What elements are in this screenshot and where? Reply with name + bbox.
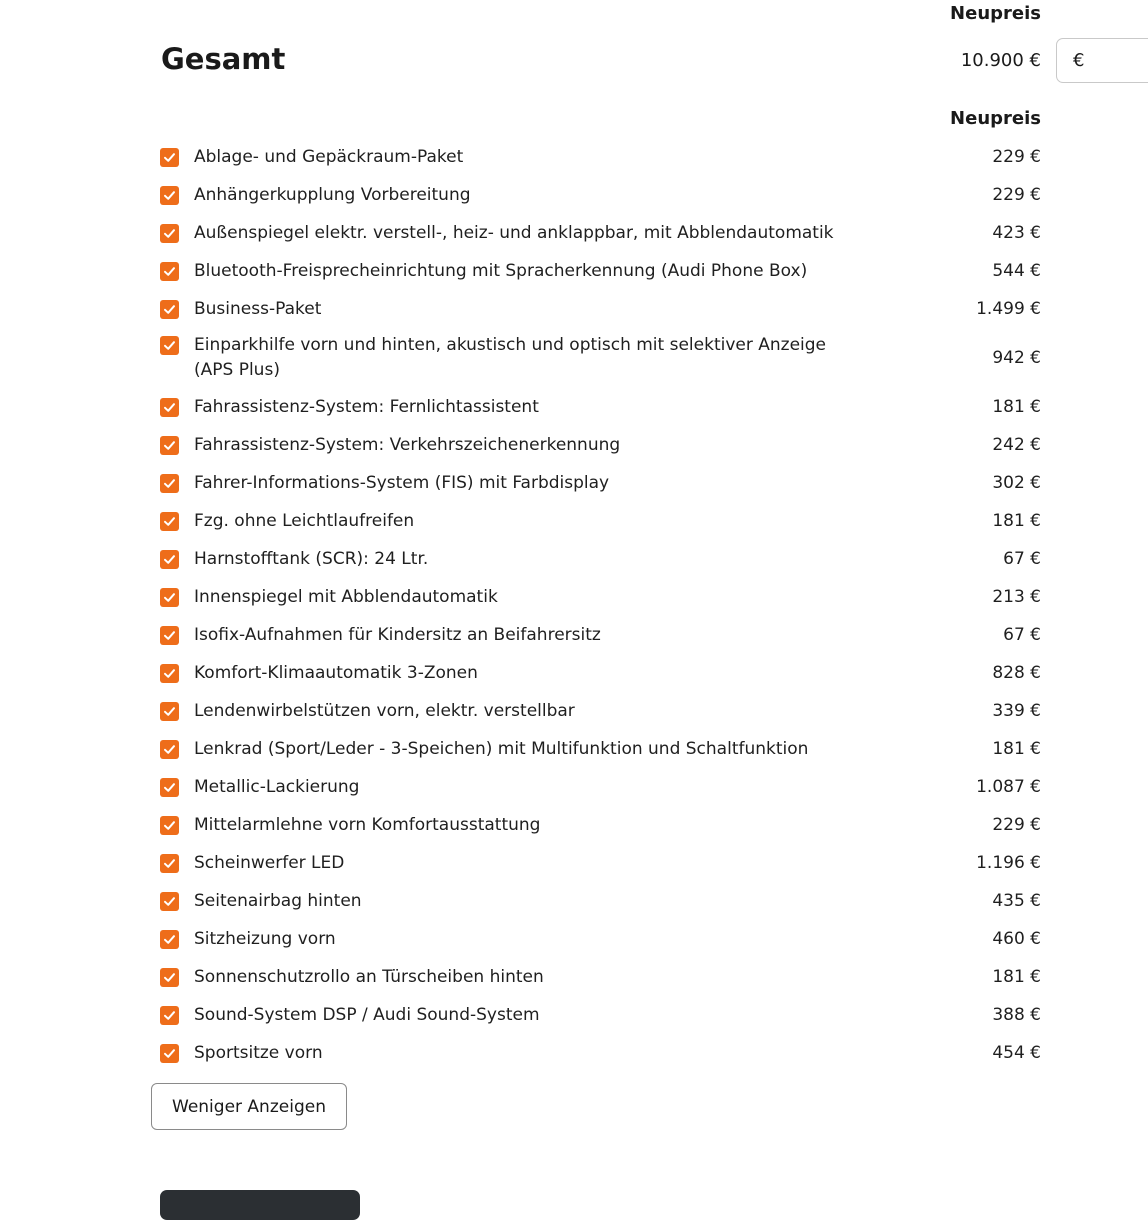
option-row [160, 464, 1041, 502]
option-price: 423 € [992, 223, 1041, 243]
option-row [160, 540, 1041, 578]
option-label: Scheinwerfer LED [194, 852, 345, 873]
option-label: Sportsitze vorn [194, 1042, 323, 1063]
option-label: Innenspiegel mit Abblendautomatik [194, 586, 498, 607]
option-row [160, 252, 1041, 290]
option-checkbox[interactable] [160, 1006, 179, 1025]
checkmark-icon [163, 705, 176, 718]
option-label: Sitzheizung vorn [194, 928, 336, 949]
checkmark-icon [163, 553, 176, 566]
option-row [160, 616, 1041, 654]
checkmark-icon [163, 819, 176, 832]
option-row [160, 768, 1041, 806]
option-checkbox[interactable] [160, 854, 179, 873]
option-label: Isofix-Aufnahmen für Kindersitz an Beifahrersitz [194, 624, 601, 645]
checkmark-icon [163, 667, 176, 680]
option-checkbox[interactable] [160, 816, 179, 835]
option-label: Ablage- und Gepäckraum-Paket [194, 146, 464, 167]
option-label: Metallic-Lackierung [194, 776, 360, 797]
checkmark-icon [163, 857, 176, 870]
checkmark-icon [163, 189, 176, 202]
option-label: Mittelarmlehne vorn Komfortausstattung [194, 814, 541, 835]
option-row [160, 806, 1041, 844]
option-label: Anhängerkupplung Vorbereitung [194, 184, 471, 205]
checkmark-icon [163, 591, 176, 604]
option-label: Business-Paket [194, 298, 322, 319]
option-checkbox[interactable] [160, 336, 179, 355]
option-price: 1.196 € [976, 853, 1041, 873]
option-price: 388 € [992, 1005, 1041, 1025]
checkmark-icon [163, 895, 176, 908]
total-price-input[interactable] [1056, 38, 1148, 83]
option-label: Einparkhilfe vorn und hinten, akustisch und optisch mit selektiver Anzeige (APS Plus) [194, 335, 827, 380]
option-row [160, 138, 1041, 176]
options-price-column-header: Neupreis [950, 108, 1041, 129]
checkmark-icon [163, 151, 176, 164]
option-checkbox[interactable] [160, 664, 179, 683]
option-price: 302 € [992, 473, 1041, 493]
checkmark-icon [163, 515, 176, 528]
primary-action-button[interactable] [160, 1190, 360, 1220]
checkmark-icon [163, 743, 176, 756]
option-price: 181 € [992, 967, 1041, 987]
option-price: 67 € [1003, 549, 1041, 569]
option-price: 942 € [992, 348, 1041, 368]
option-row [160, 388, 1041, 426]
option-label: Sound-System DSP / Audi Sound-System [194, 1004, 540, 1025]
option-label: Komfort-Klimaautomatik 3-Zonen [194, 662, 478, 683]
options-list [160, 138, 1041, 1072]
option-checkbox[interactable] [160, 930, 179, 949]
option-price: 242 € [992, 435, 1041, 455]
option-price: 229 € [992, 147, 1041, 167]
option-row [160, 290, 1041, 328]
option-label: Fahrer-Informations-System (FIS) mit Farbdisplay [194, 472, 610, 493]
option-price: 229 € [992, 185, 1041, 205]
option-row [160, 328, 1041, 388]
checkmark-icon [163, 477, 176, 490]
option-row [160, 578, 1041, 616]
show-less-button[interactable]: Weniger Anzeigen [151, 1083, 347, 1130]
option-label: Lenkrad (Sport/Leder - 3-Speichen) mit Multifunktion und Schaltfunktion [194, 738, 809, 759]
option-checkbox[interactable] [160, 892, 179, 911]
option-label: Bluetooth-Freisprecheinrichtung mit Spracherkennung (Audi Phone Box) [194, 260, 808, 281]
option-label: Lendenwirbelstützen vorn, elektr. verstellbar [194, 700, 575, 721]
total-price: 10.900 € [960, 50, 1041, 71]
option-row [160, 176, 1041, 214]
option-label: Harnstofftank (SCR): 24 Ltr. [194, 548, 429, 569]
option-checkbox[interactable] [160, 224, 179, 243]
option-checkbox[interactable] [160, 968, 179, 987]
option-row [160, 502, 1041, 540]
option-row [160, 1034, 1041, 1072]
price-column-header: Neupreis [950, 3, 1041, 24]
option-price: 181 € [992, 739, 1041, 759]
option-row [160, 426, 1041, 464]
option-label: Fahrassistenz-System: Verkehrszeichenerkennung [194, 434, 621, 455]
checkmark-icon [163, 227, 176, 240]
option-row [160, 920, 1041, 958]
checkmark-icon [163, 933, 176, 946]
option-price: 339 € [992, 701, 1041, 721]
option-label: Fahrassistenz-System: Fernlichtassistent [194, 396, 539, 417]
checkmark-icon [163, 303, 176, 316]
currency-symbol: € [1073, 50, 1085, 71]
option-row [160, 692, 1041, 730]
option-price: 213 € [992, 587, 1041, 607]
checkmark-icon [163, 339, 176, 352]
option-price: 1.499 € [976, 299, 1041, 319]
option-checkbox[interactable] [160, 262, 179, 281]
option-row [160, 882, 1041, 920]
option-checkbox[interactable] [160, 588, 179, 607]
option-price: 828 € [992, 663, 1041, 683]
option-checkbox[interactable] [160, 626, 179, 645]
option-checkbox[interactable] [160, 300, 179, 319]
option-price: 460 € [992, 929, 1041, 949]
option-checkbox[interactable] [160, 186, 179, 205]
option-row [160, 214, 1041, 252]
option-row [160, 958, 1041, 996]
checkmark-icon [163, 781, 176, 794]
option-label: Seitenairbag hinten [194, 890, 362, 911]
option-checkbox[interactable] [160, 740, 179, 759]
checkmark-icon [163, 439, 176, 452]
option-checkbox[interactable] [160, 148, 179, 167]
option-checkbox[interactable] [160, 1044, 179, 1063]
checkmark-icon [163, 265, 176, 278]
checkmark-icon [163, 1009, 176, 1022]
option-row [160, 996, 1041, 1034]
option-label: Fzg. ohne Leichtlaufreifen [194, 510, 415, 531]
checkmark-icon [163, 1047, 176, 1060]
option-checkbox[interactable] [160, 778, 179, 797]
option-label: Sonnenschutzrollo an Türscheiben hinten [194, 966, 544, 987]
checkmark-icon [163, 401, 176, 414]
option-price: 454 € [992, 1043, 1041, 1063]
option-price: 435 € [992, 891, 1041, 911]
option-checkbox[interactable] [160, 550, 179, 569]
total-title: Gesamt [161, 42, 286, 76]
option-price: 544 € [992, 261, 1041, 281]
option-price: 67 € [1003, 625, 1041, 645]
checkmark-icon [163, 971, 176, 984]
option-checkbox[interactable] [160, 512, 179, 531]
option-checkbox[interactable] [160, 702, 179, 721]
option-checkbox[interactable] [160, 474, 179, 493]
option-price: 229 € [992, 815, 1041, 835]
option-price: 1.087 € [976, 777, 1041, 797]
option-price: 181 € [992, 397, 1041, 417]
option-row [160, 730, 1041, 768]
option-checkbox[interactable] [160, 398, 179, 417]
option-row [160, 844, 1041, 882]
checkmark-icon [163, 629, 176, 642]
option-row [160, 654, 1041, 692]
option-checkbox[interactable] [160, 436, 179, 455]
option-label: Außenspiegel elektr. verstell-, heiz- und anklappbar, mit Abblendautomatik [194, 222, 834, 243]
option-price: 181 € [992, 511, 1041, 531]
